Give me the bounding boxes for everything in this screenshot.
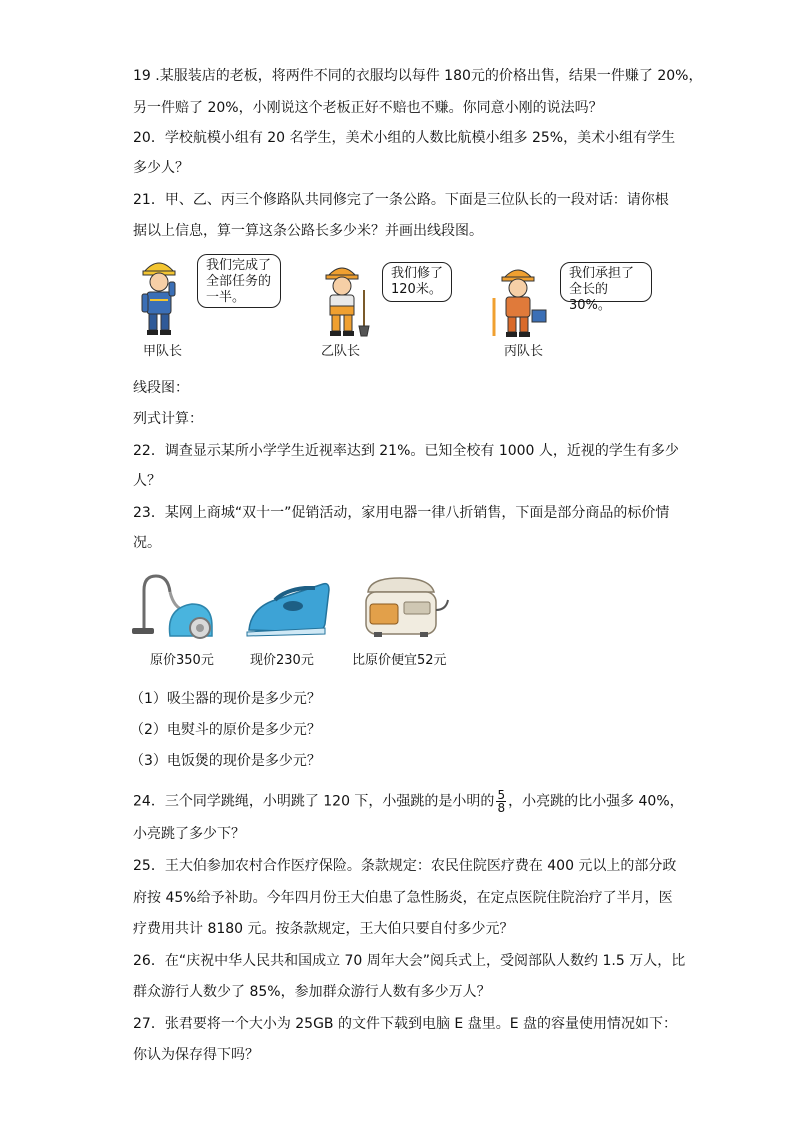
- leader-bing-figure: [488, 262, 550, 340]
- q24-frac-num: 5: [497, 788, 506, 802]
- q24-part2: ，小亮跳的比小强多 40%，: [508, 793, 684, 810]
- q23-sub1: （1）吸尘器的现价是多少元？: [130, 691, 321, 707]
- leader-jia-speech-l1: 我们完成了: [206, 258, 272, 273]
- q24-frac-den: 8: [497, 801, 506, 815]
- leader-bing-caption: 丙队长: [504, 344, 544, 359]
- leader-jia-figure: [138, 256, 180, 338]
- q22-line1: 22．调查显示某所小学学生近视率达到 21%。已知全校有 1000 人，近视的学生有多少: [133, 443, 679, 459]
- q21-calc-label: 列式计算：: [133, 411, 203, 427]
- leader-bing-speech: [560, 262, 652, 313]
- q19-line2: 另一件赔了 20%，小刚说这个老板正好不赔也不赚。你同意小刚的说法吗？: [133, 100, 603, 116]
- rice-cooker-price-caption: 比原价便宜52元: [352, 653, 447, 668]
- q21-segment-label: 线段图：: [133, 380, 189, 396]
- electric-iron-icon: [245, 572, 331, 638]
- q27-line1: 27．张君要将一个大小为 25GB 的文件下载到电脑 E 盘里。E 盘的容量使用情况如下：: [133, 1016, 678, 1032]
- leader-yi-speech-l1: 我们修了: [391, 266, 444, 281]
- q23-line1: 23．某网上商城“双十一”促销活动，家用电器一律八折销售，下面是部分商品的标价情: [133, 505, 670, 521]
- q23-sub3: （3）电饭煲的现价是多少元？: [130, 753, 321, 769]
- q19-line1: 19 .某服装店的老板，将两件不同的衣服均以每件 180元的价格出售，结果一件赚了 20%，: [133, 68, 703, 84]
- q24-line1: [133, 789, 684, 814]
- vacuum-cleaner-icon: [130, 570, 216, 642]
- leader-jia-speech-l2: 全部任务的: [206, 274, 272, 289]
- leader-jia-speech: [197, 254, 281, 308]
- q26-line1: 26．在“庆祝中华人民共和国成立 70 周年大会”阅兵式上，受阅部队人数约 1.5 万人，比: [133, 953, 686, 969]
- leader-jia-caption: 甲队长: [143, 344, 183, 359]
- q21-line1: 21．甲、乙、丙三个修路队共同修完了一条公路。下面是三位队长的一段对话：请你根: [133, 192, 669, 208]
- q20-line2: 多少人？: [133, 160, 189, 176]
- leader-yi-caption: 乙队长: [321, 344, 361, 359]
- q24-fraction: [496, 789, 506, 814]
- q25-line3: 疗费用共计 8180 元。按条款规定，王大伯只要自付多少元？: [133, 921, 514, 937]
- vacuum-price-caption: 原价350元: [150, 653, 214, 668]
- q25-line2: 府按 45%给予补助。今年四月份王大伯患了急性肠炎，在定点医院住院治疗了半月，医: [133, 890, 673, 906]
- leader-jia-speech-l3: 一半。: [206, 290, 246, 305]
- q26-line2: 群众游行人数少了 85%，参加群众游行人数有多少万人？: [133, 984, 491, 1000]
- q25-line1: 25．王大伯参加农村合作医疗保险。条款规定：农民住院医疗费在 400 元以上的部分政: [133, 858, 677, 874]
- leader-yi-speech: [382, 262, 452, 302]
- q24-line2: 小亮跳了多少下？: [133, 826, 245, 842]
- rice-cooker-icon: [360, 570, 452, 642]
- q22-line2: 人？: [133, 473, 161, 489]
- q20-line1: 20．学校航模小组有 20 名学生，美术小组的人数比航模小组多 25%，美术小组有学生: [133, 130, 676, 146]
- q21-line2: 据以上信息，算一算这条公路长多少米？并画出线段图。: [133, 223, 483, 239]
- q23-sub2: （2）电熨斗的原价是多少元？: [130, 722, 321, 738]
- leader-yi-speech-l2: 120米。: [391, 282, 442, 297]
- leader-yi-figure: [320, 260, 376, 340]
- leader-bing-speech-l2: 全长的30%。: [569, 282, 611, 313]
- q27-line2: 你认为保存得下吗？: [133, 1047, 259, 1063]
- q24-part1: 24．三个同学跳绳，小明跳了 120 下，小强跳的是小明的: [133, 793, 495, 810]
- leader-bing-speech-l1: 我们承担了: [569, 266, 635, 281]
- iron-price-caption: 现价230元: [250, 653, 314, 668]
- q23-line2: 况。: [133, 535, 161, 551]
